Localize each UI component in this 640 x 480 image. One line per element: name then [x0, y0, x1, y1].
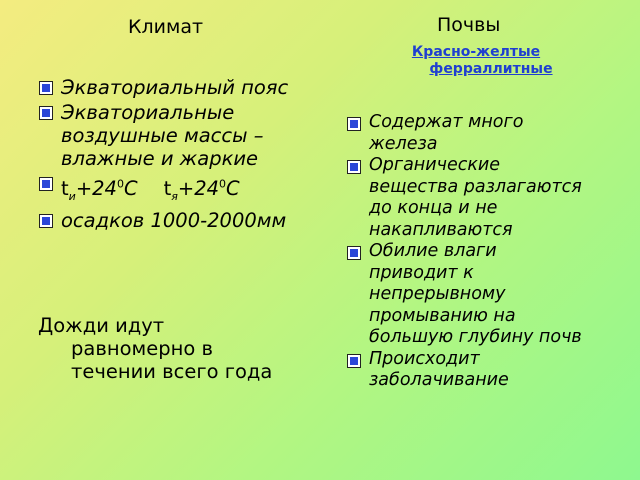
climate-item-text: осадков 1000-2000мм: [61, 209, 287, 233]
rain-rest: равномерно в течении всего года: [71, 337, 273, 383]
soils-item: [347, 112, 587, 155]
soils-item: [347, 155, 587, 241]
climate-item-text: Экваториальный пояс: [61, 76, 289, 99]
square-bullet-icon: [39, 214, 53, 228]
soils-item: [347, 349, 587, 392]
square-bullet-icon: [39, 106, 53, 120]
soils-item-text: Органические вещества разлагаются до конца и не накапливаются: [369, 155, 582, 240]
climate-item-text: Экваториальные воздушные массы – влажные и жаркие: [61, 101, 264, 170]
rain-paragraph: [38, 314, 278, 383]
soil-type-line2: ферраллитные: [429, 61, 553, 77]
climate-item: [39, 76, 299, 99]
soils-item-text: Происходит заболачивание: [369, 348, 509, 390]
soils-title: Почвы: [437, 14, 501, 36]
soils-list: [347, 112, 587, 392]
soil-type-line1: Красно-желтые: [411, 44, 541, 60]
climate-item: [39, 101, 299, 170]
soils-item-text: Содержат много железа: [369, 112, 524, 154]
square-bullet-icon: [347, 354, 361, 368]
climate-item: [39, 209, 299, 232]
square-bullet-icon: [347, 246, 361, 260]
square-bullet-icon: [347, 160, 361, 174]
square-bullet-icon: [39, 81, 53, 95]
climate-temperature-item: [39, 172, 299, 207]
rain-line1: Дожди идут: [38, 314, 165, 337]
soil-type-heading: [376, 44, 576, 78]
square-bullet-icon: [347, 117, 361, 131]
temp-january: $t_и+24^0С$: [61, 176, 138, 203]
soils-item: [347, 241, 587, 349]
square-bullet-icon: [39, 177, 53, 191]
climate-list: [39, 76, 299, 234]
climate-title: Климат: [128, 16, 204, 38]
soils-item-text: Обилие влаги приводит к непрерывному промыванию на большую глубину почв: [369, 241, 582, 347]
temp-july: $t_я+24^0С$: [163, 176, 240, 203]
